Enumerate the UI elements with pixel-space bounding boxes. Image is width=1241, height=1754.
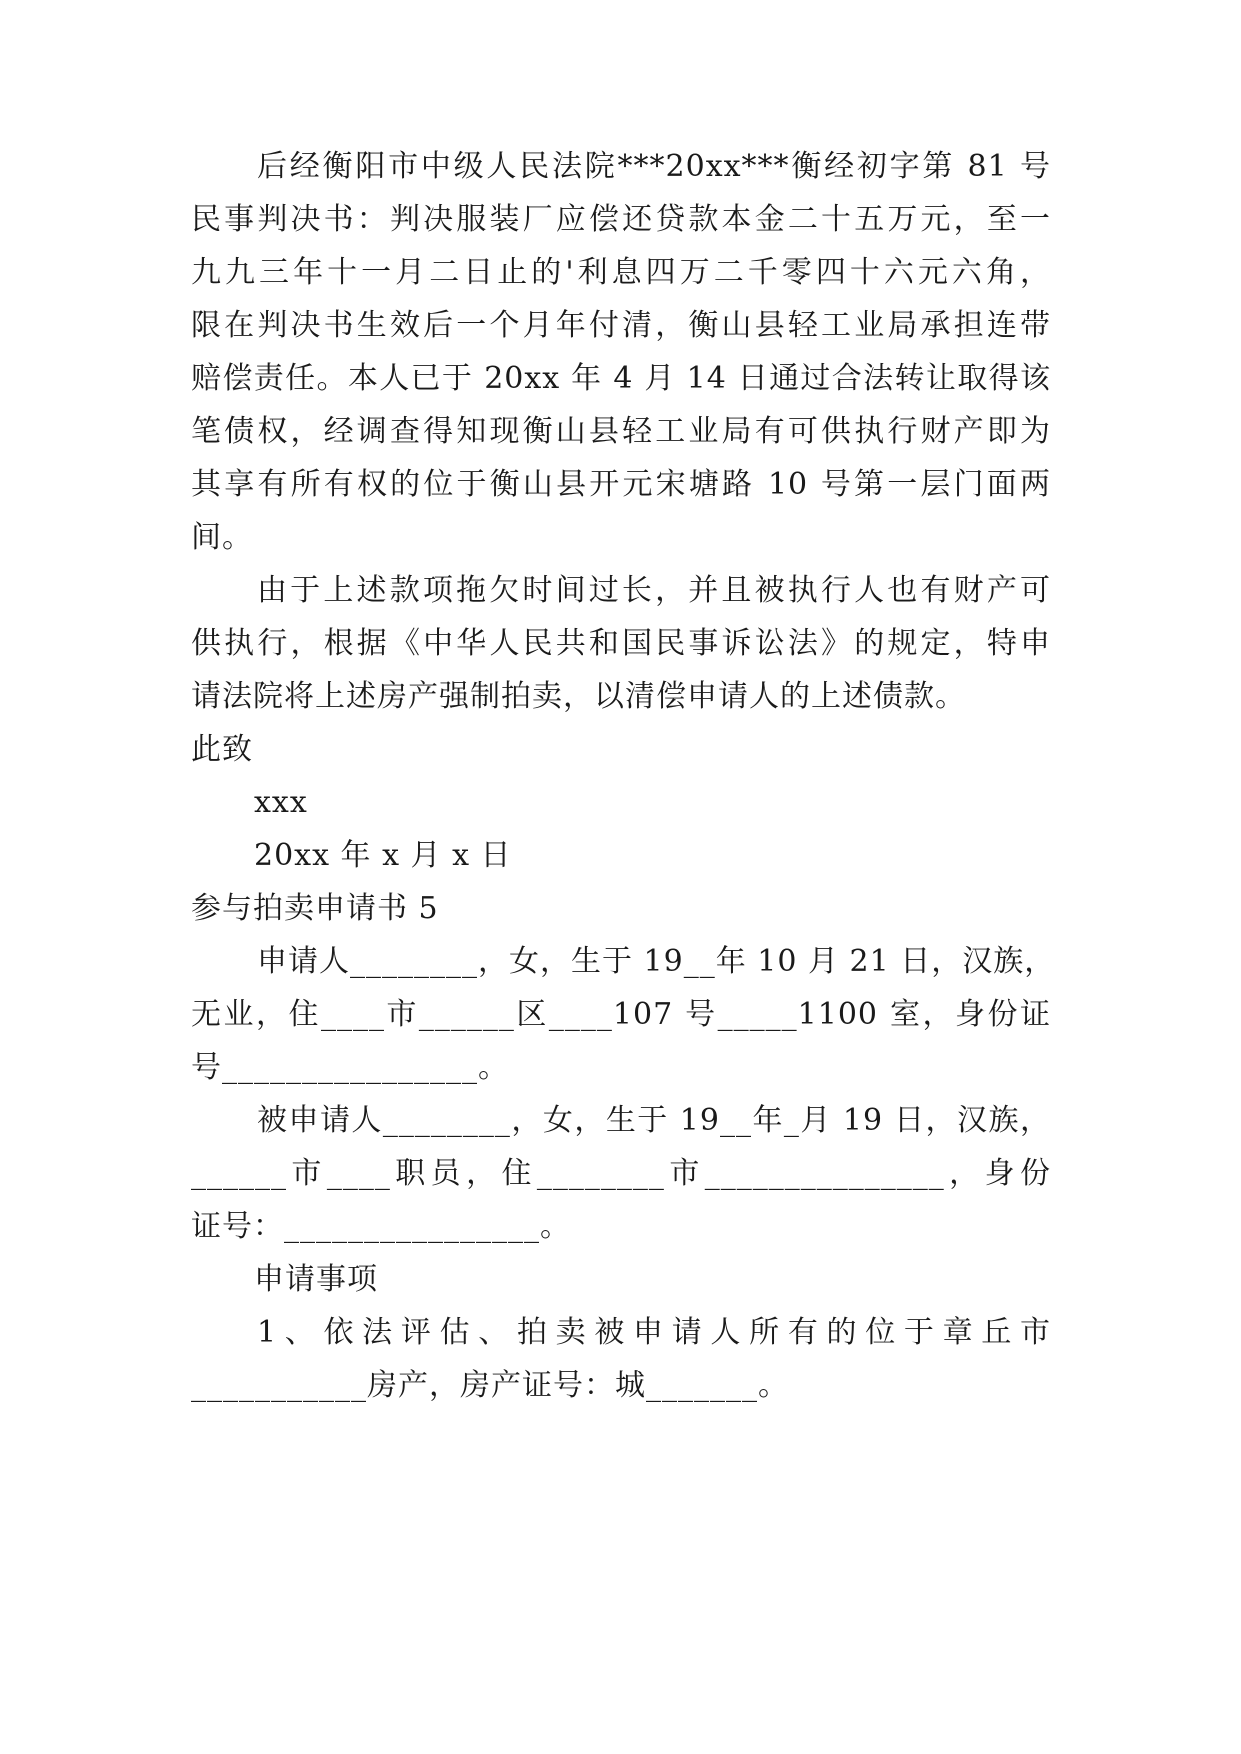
respondent-line: 被申请人________，女，生于 19__年_月 19 日，汉族， [257, 1103, 1051, 1138]
paragraph-line: 间。 [191, 520, 253, 555]
paragraph-line: 请法院将上述房产强制拍卖，以清偿申请人的上述债款。 [191, 679, 966, 714]
respondent-line: ______市____职员，住________市_______________，身份 [191, 1156, 1051, 1191]
paragraph-line: 笔债权，经调查得知现衡山县轻工业局有可供执行财产即为 [191, 414, 1051, 449]
applicant-line: 无业，住____市______区____107 号_____1100 室，身份证 [191, 997, 1051, 1032]
signer-name: xxx [254, 785, 308, 820]
item-line: ___________房产，房产证号：城_______。 [191, 1368, 789, 1403]
paragraph-line: 民事判决书：判决服装厂应偿还贷款本金二十五万元，至一 [191, 202, 1051, 237]
applicant-line: 号________________。 [191, 1050, 509, 1085]
paragraph-line: 九九三年十一月二日止的'利息四万二千零四十六元六角， [191, 255, 1051, 290]
paragraph-line: 其享有所有权的位于衡山县开元宋塘路 10 号第一层门面两 [191, 467, 1051, 502]
paragraph-line: 后经衡阳市中级人民法院***20xx***衡经初字第 81 号 [257, 149, 1051, 184]
paragraph-line: 由于上述款项拖欠时间过长，并且被执行人也有财产可 [257, 573, 1051, 608]
applicant-line: 申请人________，女，生于 19__年 10 月 21 日，汉族， [257, 944, 1056, 979]
salutation: 此致 [191, 732, 253, 767]
signature-date: 20xx 年 x 月 x 日 [254, 838, 512, 873]
section-title: 参与拍卖申请书 5 [191, 891, 439, 926]
paragraph-line: 供执行，根据《中华人民共和国民事诉讼法》的规定，特申 [191, 626, 1051, 661]
respondent-line: 证号：________________。 [191, 1209, 571, 1244]
paragraph-line: 赔偿责任。本人已于 20xx 年 4 月 14 日通过合法转让取得该 [191, 361, 1051, 396]
item-line: 1、依法评估、拍卖被申请人所有的位于章丘市 [257, 1315, 1051, 1350]
items-heading: 申请事项 [254, 1262, 378, 1297]
paragraph-line: 限在判决书生效后一个月年付清，衡山县轻工业局承担连带 [191, 308, 1051, 343]
